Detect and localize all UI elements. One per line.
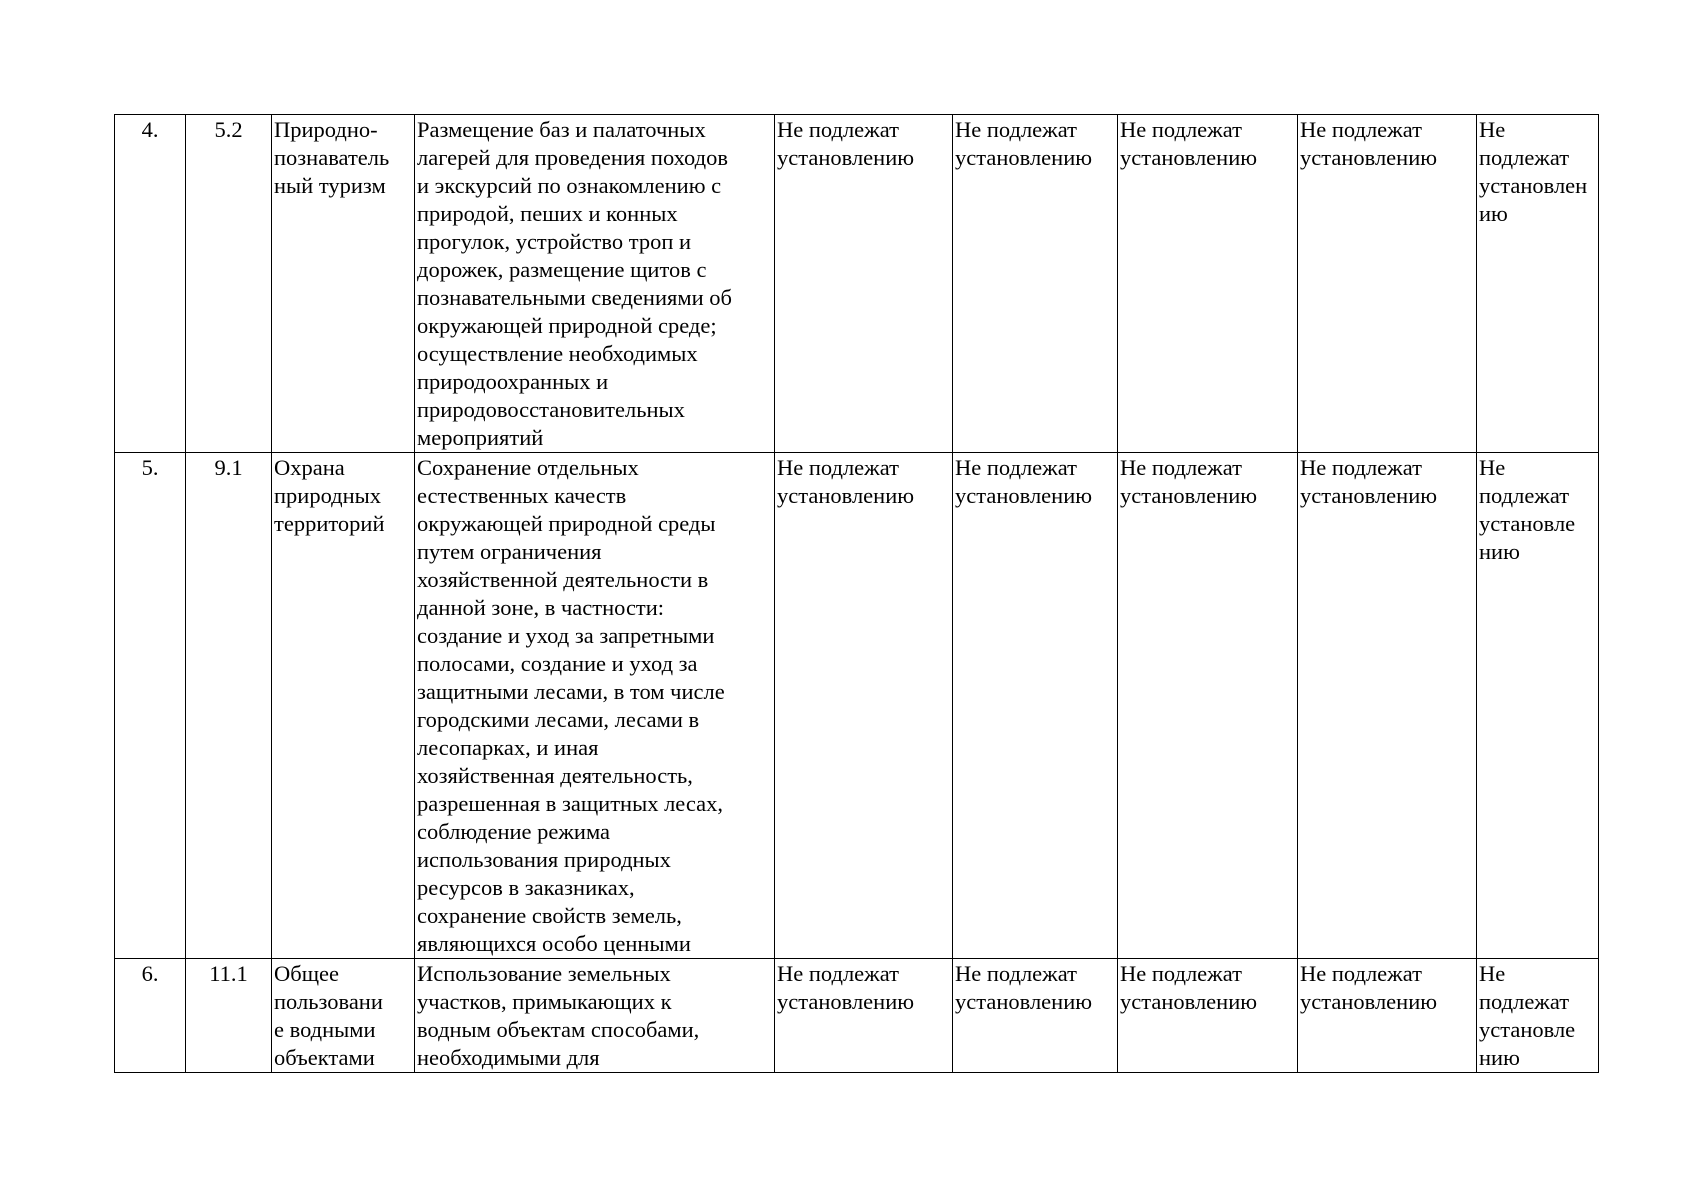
use-name: Природно- познаватель ный туризм xyxy=(272,115,415,453)
regulations-table xyxy=(114,114,1599,1073)
row-number: 6. xyxy=(115,959,186,1073)
parameter-cell: Не подлежат установлению xyxy=(1298,453,1477,959)
parameter-cell: Не подлежат установлению xyxy=(1118,959,1298,1073)
row-number: 5. xyxy=(115,453,186,959)
use-code: 5.2 xyxy=(186,115,272,453)
parameter-cell: Не подлежат установлению xyxy=(775,959,953,1073)
table-row xyxy=(115,115,1599,453)
use-name: Общее пользовани е водными объектами xyxy=(272,959,415,1073)
use-description: Использование земельных участков, примыкающих к водным объектам способами, необходимыми для xyxy=(415,959,775,1073)
row-number: 4. xyxy=(115,115,186,453)
parameter-cell: Не подлежат установлению xyxy=(1298,959,1477,1073)
parameter-cell: Не подлежат установле нию xyxy=(1477,959,1599,1073)
use-code: 9.1 xyxy=(186,453,272,959)
parameter-cell: Не подлежат установлению xyxy=(775,115,953,453)
parameter-cell: Не подлежат установлению xyxy=(953,959,1118,1073)
use-code: 11.1 xyxy=(186,959,272,1073)
use-description: Сохранение отдельных естественных качеств окружающей природной среды путем ограничения хозяйственной деятельности в данной зоне, в частности: создание и уход за запретными полосами, создание и уход за защитными лесами, в том числе городскими лесами, лесами в лесопарках, и иная хозяйственная деятельность, разрешенная в защитных лесах, соблюдение режима использования природных ресурсов в заказниках, сохранение свойств земель, являющихся особо ценными xyxy=(415,453,775,959)
parameter-cell: Не подлежат установлению xyxy=(953,453,1118,959)
parameter-cell: Не подлежат установлению xyxy=(775,453,953,959)
table-row xyxy=(115,959,1599,1073)
parameter-cell: Не подлежат установлению xyxy=(953,115,1118,453)
use-description: Размещение баз и палаточных лагерей для проведения походов и экскурсий по ознакомлению с природой, пеших и конных прогулок, устройство троп и дорожек, размещение щитов с познавательными сведениями об окружающей природной среде; осуществление необходимых природоохранных и природовосстановительных мероприятий xyxy=(415,115,775,453)
parameter-cell: Не подлежат установлен ию xyxy=(1477,115,1599,453)
parameter-cell: Не подлежат установлению xyxy=(1298,115,1477,453)
parameter-cell: Не подлежат установле нию xyxy=(1477,453,1599,959)
parameter-cell: Не подлежат установлению xyxy=(1118,115,1298,453)
use-name: Охрана природных территорий xyxy=(272,453,415,959)
parameter-cell: Не подлежат установлению xyxy=(1118,453,1298,959)
table-row xyxy=(115,453,1599,959)
